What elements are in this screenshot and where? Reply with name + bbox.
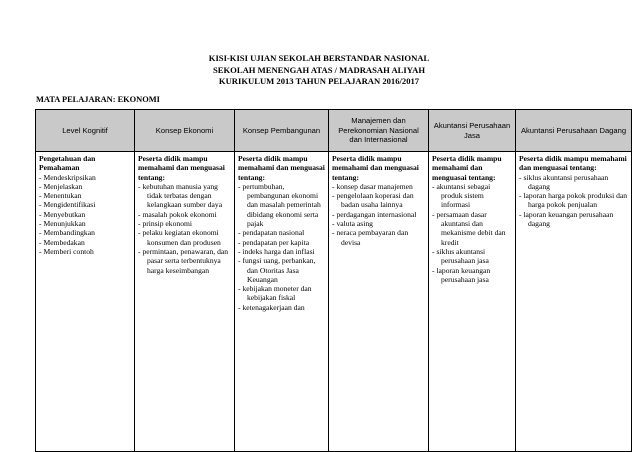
list-item: - pendapatan nasional [238, 228, 325, 237]
list-item: - indeks harga dan inflasi [238, 247, 325, 256]
list-item: - valuta asing [332, 219, 425, 228]
table-header-row [36, 110, 632, 152]
cell-heading: Peserta didik mampu memahami dan menguasai tentang: [138, 154, 225, 182]
list-item: - Menyebutkan [39, 210, 131, 219]
list-item: - kebutuhan manusia yang tidak terbatas dengan kelangkaan sumber daya [138, 182, 231, 210]
title-line-1: KISI-KISI UJIAN SEKOLAH BERSTANDAR NASIONAL [208, 53, 430, 63]
title-line-2: SEKOLAH MENENGAH ATAS / MADRASAH ALIYAH [212, 64, 426, 75]
cell-list [138, 182, 231, 275]
list-item: - Mendeskripsikan [39, 173, 131, 182]
list-item: - fungsi uang, perbankan, dan Otoritas Jasa Keuangan [238, 256, 325, 284]
list-item: - konsep dasar manajemen [332, 182, 425, 191]
cell-list [519, 173, 628, 229]
list-item: - ketenagakerjaan dan [238, 303, 325, 312]
list-item: - Menentukan [39, 191, 131, 200]
cell-list [332, 182, 425, 247]
column-header: Konsep Ekonomi [135, 110, 235, 152]
list-item: - laporan harga pokok produksi dan harga pokok penjualan [519, 191, 628, 210]
list-item: - prinsip ekonomi [138, 219, 231, 228]
cell-heading: Peserta didik mampu memahami dan menguasai tentang: [238, 154, 325, 182]
column-header: Manajemen dan Perekonomian Nasional dan Internasional [329, 110, 429, 152]
cell-konsep-ekonomi [135, 152, 235, 452]
column-header: Akuntansi Perusahaan Dagang [516, 110, 632, 152]
cell-heading: Pengetahuan dan Pemahaman [39, 154, 96, 173]
cell-level-kognitif [36, 152, 135, 452]
kisi-kisi-table [35, 109, 632, 452]
list-item: - Memberi contoh [39, 247, 131, 256]
cell-manajemen-perekonomian [329, 152, 429, 452]
list-item: - persamaan dasar akuntansi dan mekanisme debit dan kredit [432, 210, 512, 247]
cell-heading: Peserta didik mampu memahami dan menguasai tentang: [519, 154, 627, 173]
list-item: - masalah pokok ekonomi [138, 210, 231, 219]
column-header: Level Kognitif [36, 110, 135, 152]
cell-list [432, 182, 512, 284]
column-header: Akuntansi Perusahaan Jasa [429, 110, 516, 152]
cell-konsep-pembangunan [235, 152, 329, 452]
document-title [0, 53, 638, 88]
list-item: - kebijakan moneter dan kebijakan fiskal [238, 284, 325, 303]
cell-heading: Peserta didik mampu memahami dan menguasai tentang: [432, 154, 502, 182]
list-item: - Menjelaskan [39, 182, 131, 191]
cell-akuntansi-jasa [429, 152, 516, 452]
list-item: - pelaku kegiatan ekonomi konsumen dan produsen [138, 228, 231, 247]
list-item: - akuntansi sebagai produk sistem informasi [432, 182, 512, 210]
cell-list [39, 173, 131, 257]
list-item: - pertumbuhan, pembangunan ekonomi dan masalah pemerintah dibidang ekonomi serta pajak [238, 182, 325, 228]
list-item: - permintaan, penawaran, dan pasar serta terbentuknya harga keseimbangan [138, 247, 231, 275]
list-item: - Mengidentifikasi [39, 200, 131, 209]
list-item: - Menunjukkan [39, 219, 131, 228]
cell-list [238, 182, 325, 312]
cell-akuntansi-dagang [516, 152, 632, 452]
list-item: - laporan keuangan perusahaan jasa [432, 266, 512, 285]
cell-heading: Peserta didik mampu memahami dan menguasai tentang: [332, 154, 419, 182]
column-header: Konsep Pembangunan [235, 110, 329, 152]
list-item: - pendapatan per kapita [238, 238, 325, 247]
table-row [36, 152, 632, 452]
list-item: - Membandingkan [39, 228, 131, 237]
list-item: - Membedakan [39, 238, 131, 247]
title-line-3: KURIKULUM 2013 TAHUN PELAJARAN 2016/2017 [218, 76, 420, 86]
list-item: - perdagangan internasional [332, 210, 425, 219]
list-item: - pengelolaan koperasi dan badan usaha lainnya [332, 191, 425, 210]
list-item: - siklus akuntansi perusahaan dagang [519, 173, 628, 192]
list-item: - siklus akuntansi perusahaan jasa [432, 247, 512, 266]
subject-label: MATA PELAJARAN: EKONOMI [36, 95, 160, 104]
list-item: - laporan keuangan perusahaan dagang [519, 210, 628, 229]
list-item: - neraca pembayaran dan devisa [332, 228, 425, 247]
